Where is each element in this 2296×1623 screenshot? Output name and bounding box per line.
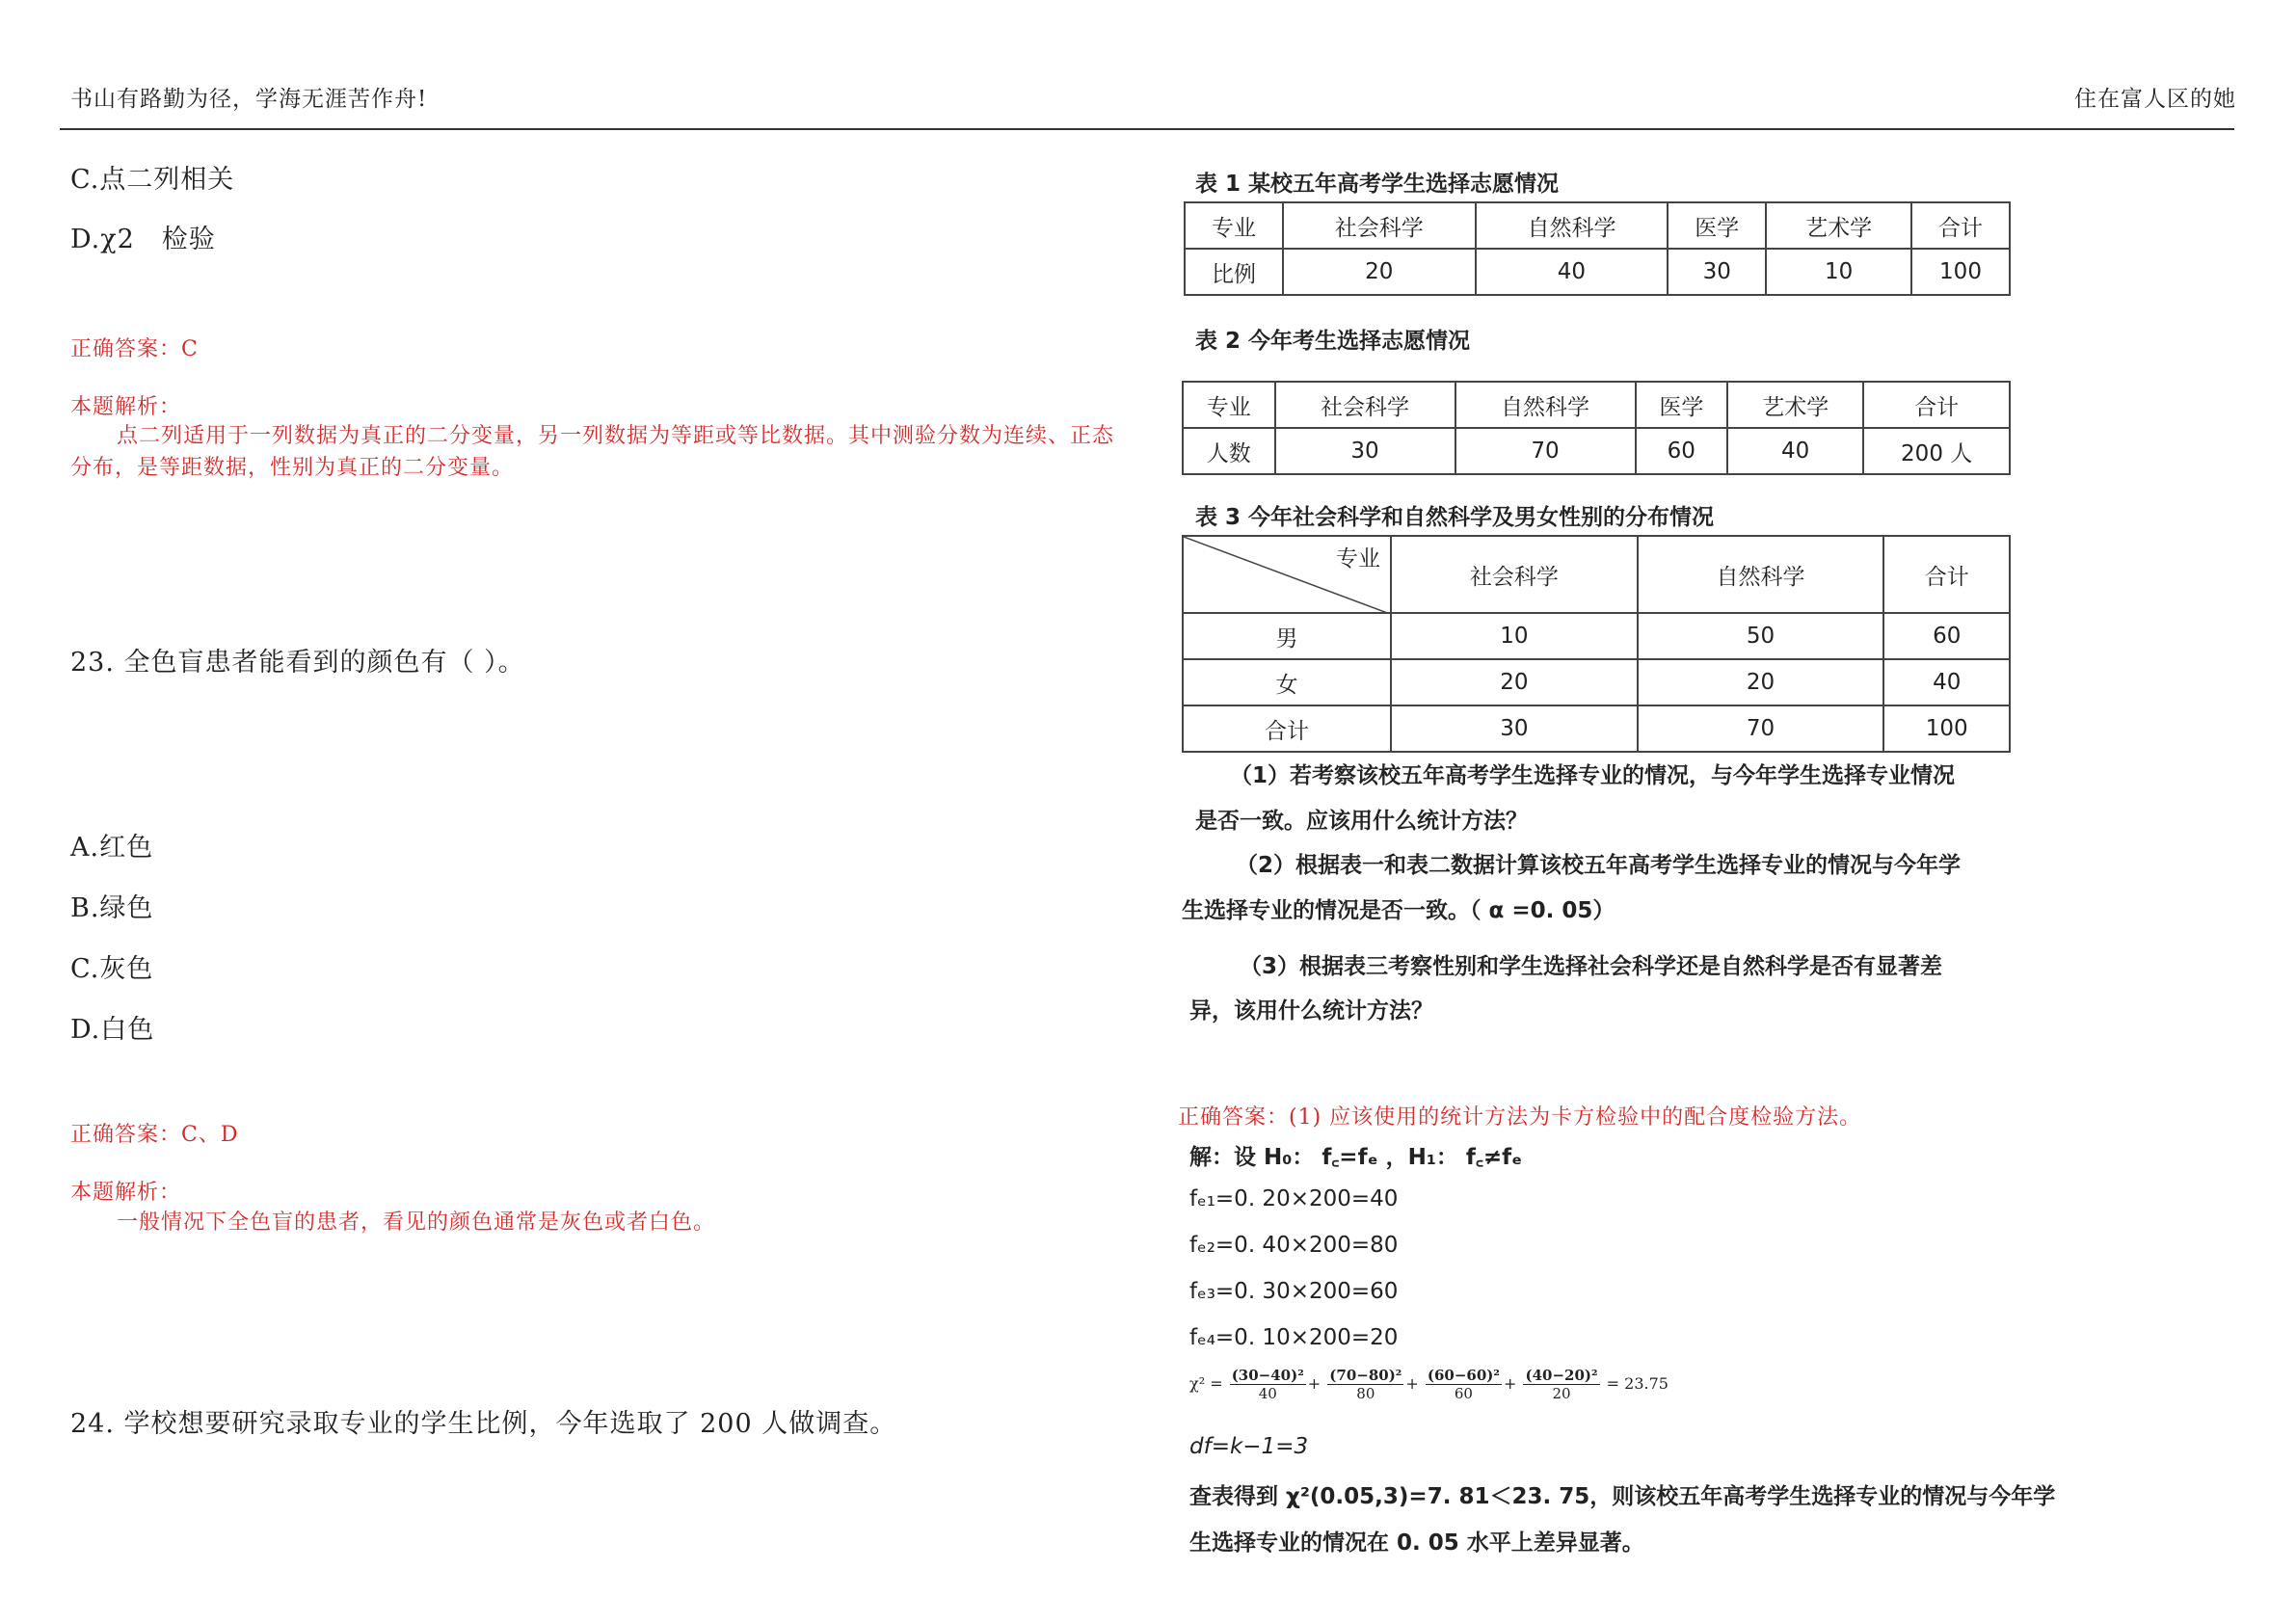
sub-question-1-line2: 是否一致。应该用什么统计方法？ bbox=[1195, 809, 1528, 834]
table-cell: 10 bbox=[1391, 613, 1638, 659]
table-cell: 10 bbox=[1766, 249, 1911, 295]
option-d: D.χ2 检验 bbox=[70, 225, 216, 254]
conclusion-line2: 生选择专业的情况在 0. 05 水平上差异显著。 bbox=[1189, 1530, 1644, 1556]
question-23: 23. 全色盲患者能看到的颜色有（ ）。 bbox=[70, 648, 525, 678]
table-cell: 40 bbox=[1476, 249, 1669, 295]
table-cell: 艺术学 bbox=[1727, 382, 1863, 428]
fraction-term: $\frac{\text{(40−20)²}}{20}$ bbox=[1525, 1367, 1598, 1402]
expected-frequency-3: fₑ₃=0. 30×200=60 bbox=[1189, 1279, 1399, 1304]
fraction-term: $\frac{\text{(60−60)²}}{60}$ bbox=[1427, 1367, 1500, 1402]
table-cell: 20 bbox=[1638, 659, 1884, 705]
expected-frequency-2: fₑ₂=0. 40×200=80 bbox=[1189, 1233, 1399, 1258]
explanation-title: 本题解析： bbox=[70, 395, 182, 419]
hypothesis-line: 解：设 H₀： f꜀=fₑ ，H₁： f꜀≠fₑ bbox=[1189, 1145, 1523, 1170]
table-cell: 30 bbox=[1668, 249, 1766, 295]
table-cell: 20 bbox=[1391, 659, 1638, 705]
answer-line: 正确答案：C bbox=[70, 337, 199, 361]
table-cell: 40 bbox=[1727, 428, 1863, 474]
explanation-body: 一般情况下全色盲的患者，看见的颜色通常是灰色或者白色。 bbox=[117, 1211, 716, 1235]
table-cell: 医学 bbox=[1668, 202, 1766, 249]
sub-question-2-line2: 生选择专业的情况是否一致。（ α =0. 05） bbox=[1182, 898, 1615, 923]
table-row bbox=[1183, 613, 2010, 659]
answer-line: 正确答案：C、D bbox=[70, 1123, 239, 1147]
table-row bbox=[1185, 249, 2010, 295]
table-row bbox=[1183, 382, 2010, 428]
table-cell: 社会科学 bbox=[1283, 202, 1476, 249]
table-cell: 自然科学 bbox=[1638, 536, 1884, 613]
table1-caption: 表 1 某校五年高考学生选择志愿情况 bbox=[1195, 172, 1560, 197]
table-cell: 200 人 bbox=[1863, 428, 2010, 474]
header-motto: 书山有路勤为径，学海无涯苦作舟! bbox=[70, 87, 428, 112]
sub-question-3-line1: （3）根据表三考察性别和学生选择社会科学还是自然科学是否有显著差 bbox=[1240, 954, 1943, 979]
table-cell: 60 bbox=[1883, 613, 2010, 659]
table-cell: 自然科学 bbox=[1455, 382, 1636, 428]
table-cell: 合计 bbox=[1883, 536, 2010, 613]
table-cell: 医学 bbox=[1636, 382, 1728, 428]
table-cell: 社会科学 bbox=[1275, 382, 1455, 428]
sub-question-2-line1: （2）根据表一和表二数据计算该校五年高考学生选择专业的情况与今年学 bbox=[1236, 853, 1962, 878]
table-row bbox=[1185, 202, 2010, 249]
chi-square-result: = 23.75 bbox=[1606, 1374, 1669, 1393]
table2 bbox=[1182, 381, 2011, 475]
table-row bbox=[1183, 428, 2010, 474]
table-cell: 100 bbox=[1883, 705, 2010, 752]
sub-question-3-line2: 异，该用什么统计方法？ bbox=[1189, 998, 1433, 1024]
table-cell: 社会科学 bbox=[1391, 536, 1638, 613]
table3-caption: 表 3 今年社会科学和自然科学及男女性别的分布情况 bbox=[1195, 505, 1715, 530]
table-cell: 专业 bbox=[1183, 382, 1275, 428]
table3 bbox=[1182, 535, 2011, 753]
table-cell: 人数 bbox=[1183, 428, 1275, 474]
table-cell: 70 bbox=[1638, 705, 1884, 752]
table1 bbox=[1184, 201, 2011, 296]
table-cell: 专业 bbox=[1185, 202, 1283, 249]
explanation-body: 点二列适用于一列数据为真正的二分变量，另一列数据为等距或等比数据。其中测验分数为连续、正态分布，是等距数据，性别为真正的二分变量。 bbox=[70, 424, 1115, 480]
chi-square-symbol: χ² = bbox=[1189, 1374, 1223, 1393]
table-cell: 20 bbox=[1283, 249, 1476, 295]
expected-frequency-4: fₑ₄=0. 10×200=20 bbox=[1189, 1325, 1399, 1350]
explanation-title: 本题解析： bbox=[70, 1181, 182, 1205]
option-a: A.红色 bbox=[70, 833, 154, 863]
degrees-of-freedom: df=k−1=3 bbox=[1189, 1434, 1309, 1459]
table-cell: 合计 bbox=[1911, 202, 2010, 249]
table-cell: 30 bbox=[1275, 428, 1455, 474]
header-author: 住在富人区的她 bbox=[2074, 87, 2236, 112]
fraction-term: $\frac{\text{(30−40)²}}{40}$ bbox=[1231, 1367, 1304, 1402]
table-cell: 合计 bbox=[1183, 705, 1391, 752]
table-cell: 70 bbox=[1455, 428, 1636, 474]
option-b: B.绿色 bbox=[70, 893, 154, 923]
table-cell: 60 bbox=[1636, 428, 1728, 474]
header-divider bbox=[60, 128, 2234, 130]
option-c: C.灰色 bbox=[70, 954, 154, 984]
table-row bbox=[1183, 705, 2010, 752]
option-d: D.白色 bbox=[70, 1015, 155, 1045]
fraction-term: $\frac{\text{(70−80)²}}{80}$ bbox=[1329, 1367, 1402, 1402]
expected-frequency-1: fₑ₁=0. 20×200=40 bbox=[1189, 1186, 1399, 1211]
chi-square-formula: χ² = $\frac{\text{(30−40)²}}{40}$ + $\frac{\text{(70−80)²}}{80}$ + $\frac{\text{(60−60)²}}{60}$ + $\frac{\text{(40−20)²}}{20}$ = 23.75 bbox=[1189, 1367, 1669, 1402]
table-cell: 100 bbox=[1911, 249, 2010, 295]
table-row bbox=[1183, 659, 2010, 705]
conclusion-line1: 查表得到 χ²(0.05,3)=7. 81＜23. 75，则该校五年高考学生选择专业的情况与今年学 bbox=[1189, 1484, 2056, 1509]
table-cell: 合计 bbox=[1863, 382, 2010, 428]
table2-caption: 表 2 今年考生选择志愿情况 bbox=[1195, 329, 1471, 354]
table-cell: 40 bbox=[1883, 659, 2010, 705]
corner-label: 专业 bbox=[1336, 546, 1380, 572]
table-cell: 50 bbox=[1638, 613, 1884, 659]
table-cell: 30 bbox=[1391, 705, 1638, 752]
sub-question-1-line1: （1）若考察该校五年高考学生选择专业的情况，与今年学生选择专业情况 bbox=[1230, 763, 1956, 788]
option-c: C.点二列相关 bbox=[70, 165, 235, 195]
table-cell: 男 bbox=[1183, 613, 1391, 659]
table-cell: 女 bbox=[1183, 659, 1391, 705]
table-cell: 自然科学 bbox=[1476, 202, 1669, 249]
table-row bbox=[1183, 536, 2010, 613]
question-24: 24. 学校想要研究录取专业的学生比例，今年选取了 200 人做调查。 bbox=[70, 1409, 897, 1439]
answer-line: 正确答案：(1) 应该使用的统计方法为卡方检验中的配合度检验方法。 bbox=[1178, 1105, 1862, 1130]
diagonal-header-cell bbox=[1183, 536, 1391, 613]
table-cell: 艺术学 bbox=[1766, 202, 1911, 249]
table-cell: 比例 bbox=[1185, 249, 1283, 295]
